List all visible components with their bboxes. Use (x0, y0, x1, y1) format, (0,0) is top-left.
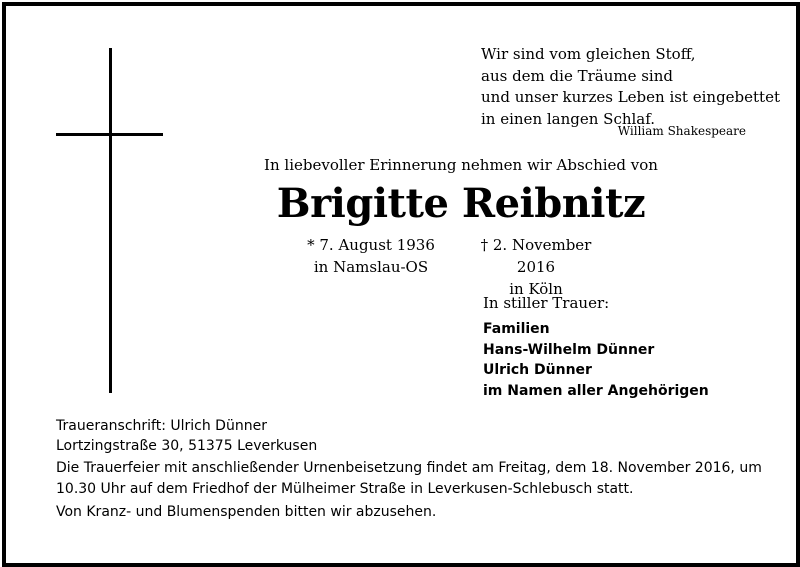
birth-date: * 7. August 1936 (307, 236, 435, 254)
ceremony-line: Die Trauerfeier mit anschließender Urnenbeisetzung findet am Freitag, dem 18. November 2016, um (56, 460, 762, 476)
deceased-name: Brigitte Reibnitz (276, 180, 646, 227)
address-line: Lortzingstraße 30, 51375 Leverkusen (56, 438, 318, 454)
poem-author: William Shakespeare (617, 124, 746, 138)
death-info (461, 234, 611, 300)
flowers-note: Von Kranz- und Blumenspenden bitten wir abzusehen. (56, 504, 437, 520)
intro-line: In liebevoller Erinnerung nehmen wir Abschied von (264, 156, 658, 174)
mourner-name: Ulrich Dünner (483, 362, 592, 378)
obituary-notice (2, 2, 800, 567)
ceremony-line: 10.30 Uhr auf dem Friedhof der Mülheimer Straße in Leverkusen-Schlebusch statt. (56, 481, 634, 497)
mourner-name: im Namen aller Angehörigen (483, 382, 709, 399)
poem-line: in einen langen Schlaf. (481, 109, 656, 128)
death-date: † 2. November 2016 (480, 236, 592, 276)
intro-text (6, 156, 800, 174)
birth-place: in Namslau-OS (313, 258, 429, 276)
death-place: in Köln (509, 280, 563, 298)
cross-icon-horizontal (56, 133, 163, 136)
mourners-label: In stiller Trauer: (483, 294, 610, 312)
ceremony-info (56, 458, 776, 500)
poem-line: aus dem die Träume sind (481, 66, 673, 85)
poem-quote (481, 44, 780, 130)
mourner-name: Hans-Wilhelm Dünner (483, 341, 655, 358)
poem-line: und unser kurzes Leben ist eingebettet (481, 88, 780, 106)
mourning-address (56, 416, 317, 456)
mourners-list (483, 319, 709, 401)
mourner-name: Familien (483, 321, 550, 337)
address-line: Traueranschrift: Ulrich Dünner (56, 418, 267, 434)
birth-info (306, 234, 436, 278)
poem-line: Wir sind vom gleichen Stoff, (481, 45, 696, 63)
